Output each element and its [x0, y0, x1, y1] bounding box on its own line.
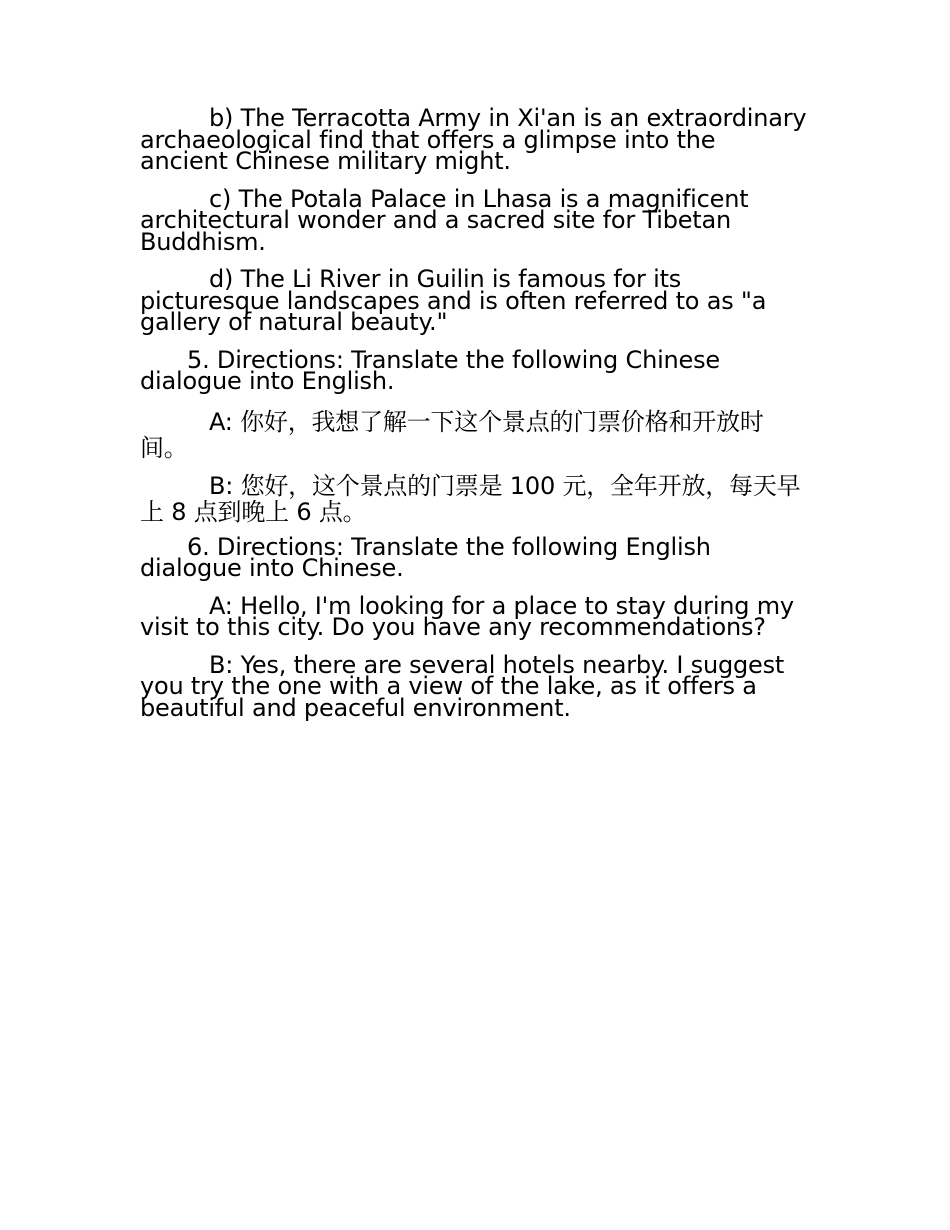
- question-5-directions: 5. Directions: Translate the following Chinese dialogue into English.: [140, 345, 720, 395]
- document-body: [140, 104, 810, 735]
- question-6-directions: 6. Directions: Translate the following English dialogue into Chinese.: [140, 532, 711, 582]
- dialogue-6-line-b: B: Yes, there are several hotels nearby. I suggest you try the one with a view of the lake, as it offers a beautiful and peaceful environment.: [140, 650, 785, 722]
- dialogue-6-line-a: A: Hello, I'm looking for a place to stay during my visit to this city. Do you have any recommendations?: [140, 591, 794, 641]
- option-c-potala-palace: c) The Potala Palace in Lhasa is a magnificent architectural wonder and a sacred site for Tibetan Buddhism.: [140, 184, 749, 256]
- dialogue-5-line-b: B: 您好，这个景点的门票是 100 元，全年开放，每天早上 8 点到晚上 6 点。: [140, 471, 801, 526]
- option-b-terracotta-army: b) The Terracotta Army in Xi'an is an extraordinary archaeological find that offers a glimpse into the ancient Chinese military might.: [140, 104, 807, 175]
- dialogue-5-line-a: A: 你好，我想了解一下这个景点的门票价格和开放时间。: [140, 407, 764, 462]
- option-d-li-river: d) The Li River in Guilin is famous for its picturesque landscapes and is often referred to as "a gallery of natural beauty.": [140, 265, 767, 336]
